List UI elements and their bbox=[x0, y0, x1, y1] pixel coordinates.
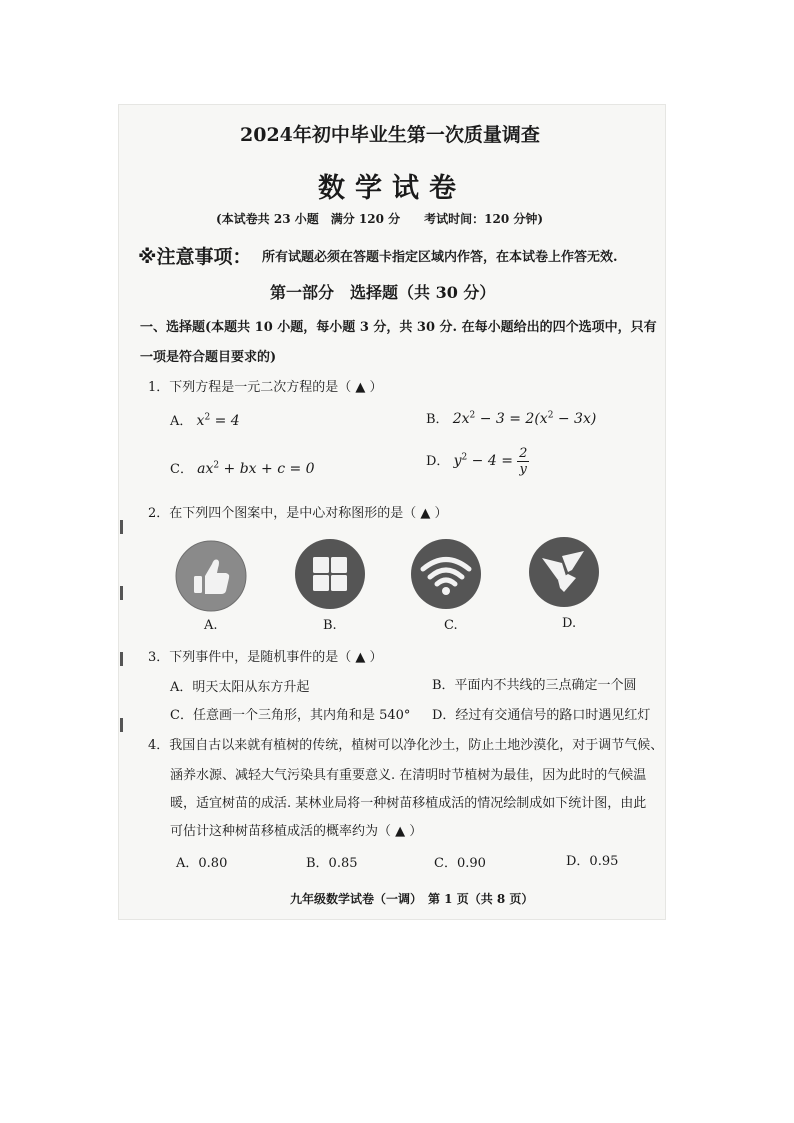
q1-option-d-fraction bbox=[517, 446, 529, 477]
bird-logo-icon[interactable] bbox=[528, 536, 600, 608]
q4-option-c[interactable]: C．0.90 bbox=[434, 856, 486, 871]
fraction-denominator: y bbox=[519, 462, 527, 477]
q4-stem-line1: 4．我国自古以来就有植树的传统，植树可以净化沙土，防止土地沙漠化，对于调节气候、 bbox=[148, 738, 664, 753]
scan-edge-mark bbox=[120, 652, 123, 666]
q4-stem-line2: 涵养水源、减轻大气污染具有重要意义. 在清明时节植树为最佳，因为此时的气候温 bbox=[170, 768, 647, 783]
q3-option-b[interactable]: B．平面内不共线的三点确定一个圆 bbox=[432, 678, 637, 693]
page-footer: 九年级数学试卷（一调） 第 1 页（共 8 页） bbox=[290, 892, 534, 906]
fraction-numerator: 2 bbox=[519, 446, 528, 461]
q4-stem-line4: 可估计这种树苗移植成活的概率约为（ ▲ ） bbox=[170, 824, 423, 839]
subject-title: 数学试卷 bbox=[318, 173, 466, 204]
four-squares-icon[interactable] bbox=[294, 538, 366, 610]
scan-edge-mark bbox=[120, 520, 123, 534]
notice-text: 所有试题必须在答题卡指定区域内作答，在本试卷上作答无效. bbox=[262, 250, 618, 265]
q2-stem: 2．在下列四个图案中，是中心对称图形的是（ ▲ ） bbox=[148, 506, 448, 521]
q2-label-d: D. bbox=[562, 616, 577, 631]
q1-option-a-equation: $x^2 = 4$ bbox=[196, 412, 240, 429]
q4-option-a[interactable]: A．0.80 bbox=[176, 856, 228, 871]
q1-option-b[interactable] bbox=[426, 408, 596, 427]
q3-stem: 3．下列事件中，是随机事件的是（ ▲ ） bbox=[148, 650, 383, 665]
q1-stem: 1．下列方程是一元二次方程的是（ ▲ ） bbox=[148, 380, 383, 395]
q1-option-c-equation: $ax^2$ + bx + c = 0 bbox=[197, 460, 315, 477]
q1-option-c-label: C． bbox=[170, 462, 193, 477]
section-instruction: 一、选择题(本题共 10 小题，每小题 3 分，共 30 分. 在每小题给出的四个选项中，只有 bbox=[140, 320, 657, 335]
q1-option-b-equation: $2x^2 - 3 = 2(x^2 - 3x)$ bbox=[452, 410, 597, 427]
q3-option-c[interactable]: C．任意画一个三角形，其内角和是 540° bbox=[170, 708, 411, 723]
q1-option-c[interactable] bbox=[170, 458, 315, 477]
q1-option-b-label: B． bbox=[426, 412, 449, 427]
scan-edge-mark bbox=[120, 718, 123, 732]
part-title: 第一部分 选择题（共 30 分） bbox=[270, 283, 496, 302]
exam-title: 2024年初中毕业生第一次质量调查 bbox=[240, 124, 540, 146]
q3-option-a[interactable]: A．明天太阳从东方升起 bbox=[170, 680, 310, 695]
q4-option-b[interactable]: B．0.85 bbox=[306, 856, 358, 871]
scan-edge-mark bbox=[120, 586, 123, 600]
thumbs-up-icon[interactable] bbox=[175, 540, 247, 612]
q1-option-a[interactable] bbox=[170, 410, 240, 429]
q2-label-a: A. bbox=[204, 618, 218, 633]
wifi-icon[interactable] bbox=[410, 538, 482, 610]
section-instruction-cont: 一项是符合题目要求的) bbox=[140, 350, 277, 365]
q1-option-d-label: D． bbox=[426, 454, 450, 469]
q3-option-d[interactable]: D．经过有交通信号的路口时遇见红灯 bbox=[432, 708, 651, 723]
notice-heading: ※注意事项： bbox=[138, 246, 252, 268]
exam-info: (本试卷共 23 小题 满分 120 分 考试时间：120 分钟) bbox=[216, 212, 544, 226]
q2-label-b: B. bbox=[323, 618, 337, 633]
q1-option-a-label: A． bbox=[170, 414, 193, 429]
q1-option-d[interactable] bbox=[426, 446, 529, 477]
q4-option-d[interactable]: D．0.95 bbox=[566, 854, 619, 869]
q1-option-d-equation: $y^2 - 4$ = bbox=[453, 452, 513, 469]
q2-label-c: C. bbox=[444, 618, 458, 633]
q4-stem-line3: 暖，适宜树苗的成活. 某林业局将一种树苗移植成活的情况绘制成如下统计图，由此 bbox=[170, 796, 647, 811]
